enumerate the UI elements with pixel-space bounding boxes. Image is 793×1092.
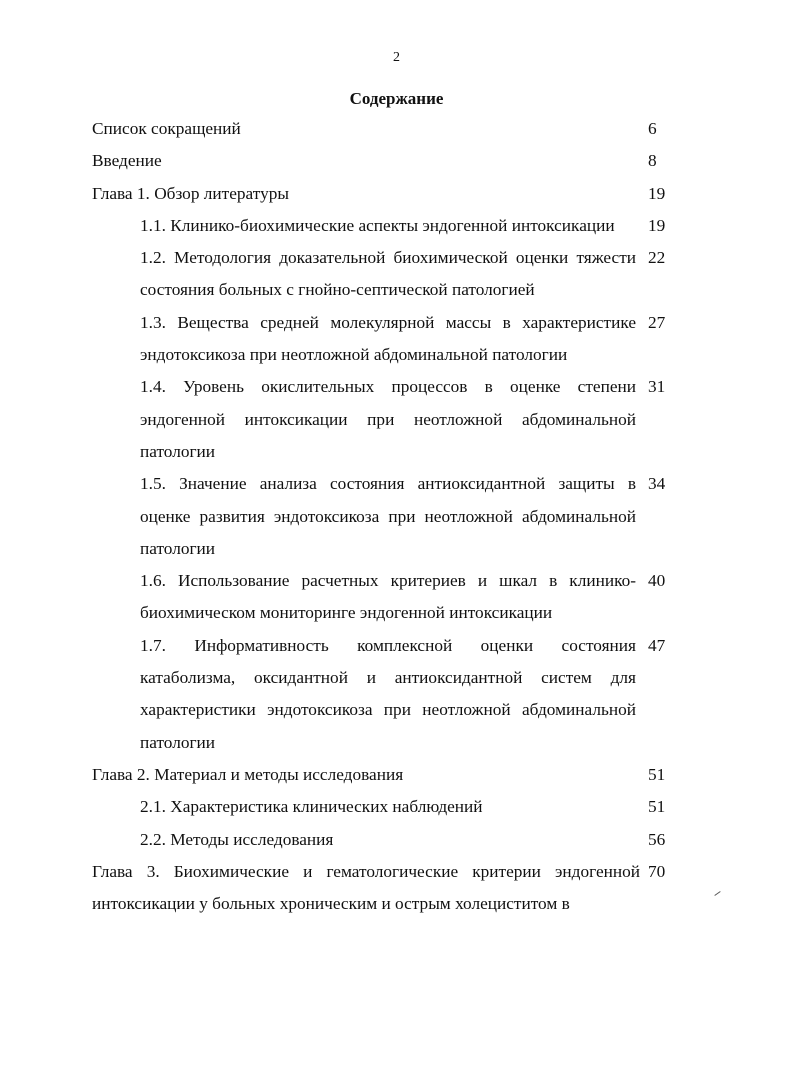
toc-entry-chapter-3 bbox=[92, 856, 692, 921]
toc-entry-text: Глава 1. Обзор литературы bbox=[92, 183, 289, 203]
toc-entry-page: 19 bbox=[648, 215, 666, 235]
toc-entry-text: Список сокращений bbox=[92, 119, 241, 138]
toc-entry-page: 8 bbox=[648, 151, 657, 171]
toc-entry-text: 2.2. Методы исследования bbox=[140, 829, 334, 849]
scan-artifact-mark bbox=[714, 891, 720, 896]
toc-entry-page: 31 bbox=[648, 377, 666, 397]
toc-entry-text: 1.7. Информативность комплексной оценки состояния катаболизма, оксидантной и антиоксидантной систем для характеристики эндотоксикоза при неотложной абдоминальной патологии bbox=[140, 635, 636, 752]
toc-entry-text: 1.3. Вещества средней молекулярной массы в характеристике эндотоксикоза при неотложной абдоминальной патологии bbox=[140, 312, 636, 365]
page-number: 2 bbox=[393, 50, 400, 65]
toc-entry-section-1-2 bbox=[92, 242, 692, 307]
toc-entry-page: 51 bbox=[648, 797, 666, 817]
toc-entry-text: 1.4. Уровень окислительных процессов в оценке степени эндогенной интоксикации при неотложной абдоминальной патологии bbox=[140, 377, 636, 461]
toc-entry-abbreviations bbox=[92, 113, 692, 145]
toc-entry-text: 1.5. Значение анализа состояния антиоксидантной защиты в оценке развития эндотоксикоза при неотложной абдоминальной патологии bbox=[140, 474, 636, 558]
toc-entry-section-1-4 bbox=[92, 371, 692, 468]
toc-entry-page: 6 bbox=[648, 119, 657, 138]
toc-entry-section-1-7 bbox=[92, 630, 692, 759]
toc-entry-section-1-1 bbox=[92, 210, 692, 242]
toc-entry-page: 34 bbox=[648, 474, 666, 494]
toc-entry-text: Глава 2. Материал и методы исследования bbox=[92, 764, 404, 784]
toc-entry-text: 2.1. Характеристика клинических наблюдений bbox=[140, 797, 483, 817]
toc-entry-introduction bbox=[92, 145, 692, 177]
toc-entry-text: 1.2. Методология доказательной биохимической оценки тяжести состояния больных с гнойно-септической патологией bbox=[140, 248, 636, 300]
toc-entry-text: Глава 3. Биохимические и гематологические критерии эндогенной интоксикации у больных хроническим и острым холециститом в bbox=[92, 861, 640, 914]
toc-entry-page: 56 bbox=[648, 829, 666, 849]
toc-entry-chapter-2 bbox=[92, 759, 692, 791]
toc-entry-page: 40 bbox=[648, 571, 666, 591]
toc-entry-page: 70 bbox=[648, 861, 666, 881]
toc-entry-text: 1.6. Использование расчетных критериев и шкал в клинико-биохимическом мониторинге эндогенной интоксикации bbox=[140, 571, 636, 623]
toc-entry-section-1-6 bbox=[92, 565, 692, 630]
table-of-contents bbox=[92, 113, 692, 920]
toc-entry-page: 22 bbox=[648, 248, 666, 268]
toc-entry-page: 47 bbox=[648, 635, 666, 655]
toc-entry-text: Введение bbox=[92, 151, 162, 171]
toc-entry-page: 51 bbox=[648, 764, 666, 784]
toc-entry-section-2-1 bbox=[92, 791, 692, 823]
toc-entry-chapter-1 bbox=[92, 178, 692, 210]
toc-entry-section-1-5 bbox=[92, 468, 692, 565]
toc-entry-page: 19 bbox=[648, 183, 666, 203]
toc-entry-section-2-2 bbox=[92, 824, 692, 856]
toc-entry-page: 27 bbox=[648, 312, 666, 332]
page-title: Содержание bbox=[349, 89, 444, 108]
toc-entry-section-1-3 bbox=[92, 307, 692, 372]
toc-entry-text: 1.1. Клинико-биохимические аспекты эндогенной интоксикации bbox=[140, 215, 615, 235]
